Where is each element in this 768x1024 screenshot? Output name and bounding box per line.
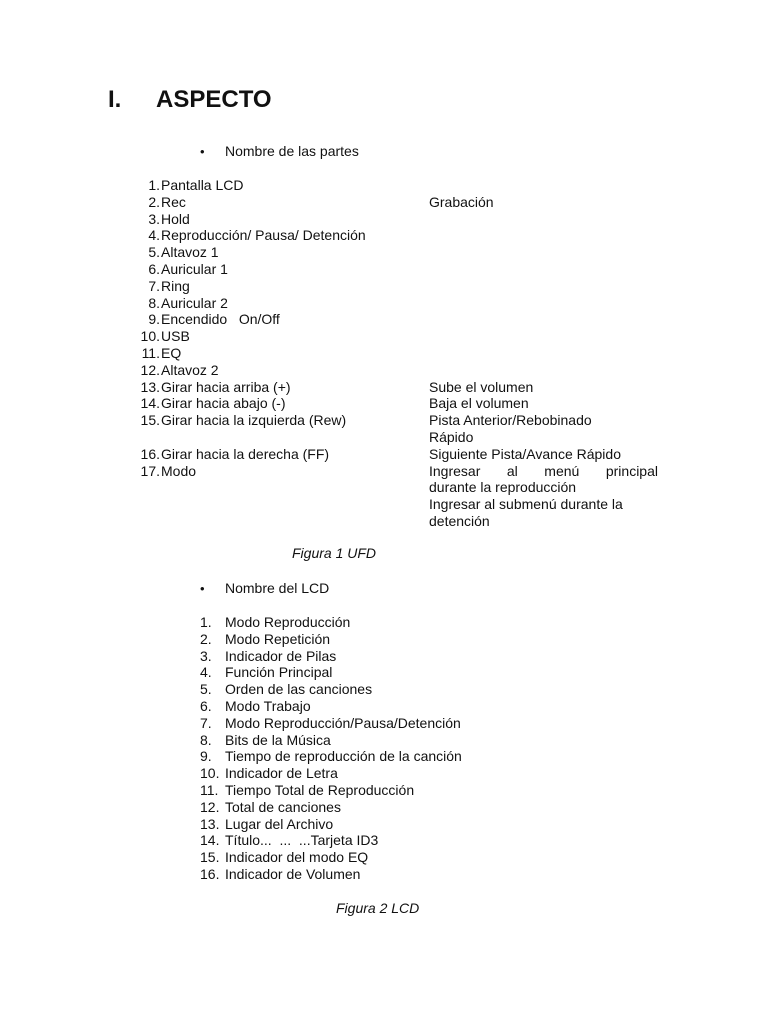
item-number: 10. (140, 328, 160, 345)
item-label: Indicador de Letra (225, 765, 338, 782)
lcd-list-item (200, 799, 462, 816)
item-number: 5. (148, 244, 160, 261)
item-label: Modo Reproducción/Pausa/Detención (225, 714, 461, 731)
parts-bullet (200, 143, 359, 159)
description-line: Sube el volumen (429, 378, 534, 395)
bullet-icon: • (200, 581, 205, 596)
parts-list-item (128, 328, 668, 345)
lcd-heading: Nombre del LCD (225, 580, 330, 596)
item-description (429, 446, 658, 463)
item-label: Indicador del modo EQ (225, 849, 369, 866)
item-number: 15. (200, 849, 220, 866)
parts-list (128, 177, 668, 530)
lcd-list-item (200, 664, 462, 681)
parts-list-item (128, 244, 668, 261)
item-description (429, 463, 658, 530)
lcd-list-item (200, 648, 462, 665)
item-number: 13. (200, 815, 220, 832)
item-description (429, 362, 658, 379)
figure-2-caption: Figura 2 LCD (336, 900, 420, 916)
lcd-list-item (200, 715, 462, 732)
item-label: Reproducción/ Pausa/ Detención (161, 227, 366, 244)
item-number: 9. (148, 311, 160, 328)
parts-list-item (128, 463, 668, 530)
item-label: Tiempo Total de Reproducción (225, 781, 415, 798)
item-label: Girar hacia la izquierda (Rew) (161, 412, 347, 429)
item-label: Auricular 1 (161, 260, 228, 277)
item-number: 3. (200, 647, 212, 664)
lcd-list-item (200, 765, 462, 782)
item-label: USB (161, 328, 190, 345)
item-number: 12. (200, 798, 220, 815)
item-number: 4. (200, 664, 212, 681)
item-label: Auricular 2 (161, 294, 228, 311)
item-label: Tiempo de reproducción de la canción (225, 748, 462, 765)
section-heading (108, 86, 272, 114)
item-label: Girar hacia la derecha (FF) (161, 445, 330, 462)
lcd-list-item (200, 832, 462, 849)
description-line: Ingresar al menú principal (429, 462, 658, 479)
item-number: 16. (200, 865, 220, 882)
description-line: Baja el volumen (429, 395, 529, 412)
item-number: 10. (200, 765, 220, 782)
parts-list-item (128, 412, 668, 446)
item-description (429, 395, 658, 412)
item-label: Altavoz 2 (161, 361, 219, 378)
lcd-list-item (200, 748, 462, 765)
item-label: Modo Trabajo (225, 697, 311, 714)
lcd-list-item (200, 631, 462, 648)
item-label: EQ (161, 344, 182, 361)
parts-list-item (128, 379, 668, 396)
lcd-list-item (200, 849, 462, 866)
item-label: Encendido On/Off (161, 311, 280, 328)
item-number: 17. (140, 462, 160, 479)
item-number: 1. (200, 614, 212, 630)
description-line: Rápido (429, 428, 474, 445)
item-number: 4. (148, 227, 160, 244)
item-number: 8. (200, 731, 212, 748)
item-description (429, 261, 658, 278)
item-description (429, 328, 658, 345)
item-label: Modo Reproducción (225, 614, 351, 630)
item-number: 15. (140, 412, 160, 429)
item-number: 5. (200, 681, 212, 698)
item-label: Hold (161, 210, 190, 227)
parts-list-item (128, 311, 668, 328)
lcd-list (200, 614, 462, 883)
item-description (429, 194, 658, 211)
item-label: Total de canciones (225, 798, 341, 815)
item-number: 14. (200, 832, 220, 849)
item-label: Girar hacia abajo (-) (161, 395, 286, 412)
parts-list-item (128, 345, 668, 362)
bullet-icon: • (200, 144, 205, 159)
item-label: Rec (161, 193, 186, 210)
lcd-list-item (200, 866, 462, 883)
item-number: 3. (148, 210, 160, 227)
item-description (429, 244, 658, 261)
lcd-list-item (200, 614, 462, 631)
item-label: Indicador de Volumen (225, 865, 361, 882)
description-line: detención (429, 512, 490, 529)
parts-list-item (128, 211, 668, 228)
section-number: I. (108, 86, 122, 113)
figure-1-caption: Figura 1 UFD (292, 545, 377, 561)
description-line: durante la reproducción (429, 479, 577, 496)
item-label: Ring (161, 277, 190, 294)
parts-list-item (128, 362, 668, 379)
item-label: Orden de las canciones (225, 681, 373, 698)
item-label: Modo Repetición (225, 630, 331, 647)
parts-list-item (128, 278, 668, 295)
item-description (429, 177, 658, 194)
item-number: 11. (141, 344, 160, 361)
item-number: 16. (140, 445, 160, 462)
item-description (429, 227, 658, 244)
item-label: Lugar del Archivo (225, 815, 334, 832)
lcd-list-item (200, 782, 462, 799)
lcd-list-item (200, 816, 462, 833)
item-label: Pantalla LCD (161, 177, 244, 193)
item-number: 11. (200, 781, 219, 798)
item-number: 7. (148, 277, 160, 294)
item-description (429, 345, 658, 362)
section-title: ASPECTO (156, 86, 272, 113)
item-number: 8. (148, 294, 160, 311)
parts-list-item (128, 295, 668, 312)
item-description (429, 379, 658, 396)
item-number: 14. (140, 395, 160, 412)
parts-list-item (128, 446, 668, 463)
parts-list-item (128, 261, 668, 278)
lcd-list-item (200, 698, 462, 715)
description-line: Pista Anterior/Rebobinado (429, 412, 592, 429)
item-label: Altavoz 1 (161, 244, 219, 261)
item-label: Modo (161, 462, 197, 479)
item-description (429, 278, 658, 295)
item-number: 13. (140, 378, 160, 395)
item-number: 12. (140, 361, 160, 378)
item-number: 7. (200, 714, 212, 731)
item-label: Indicador de Pilas (225, 647, 337, 664)
item-number: 2. (200, 630, 212, 647)
item-label: Girar hacia arriba (+) (161, 378, 291, 395)
item-description (429, 211, 658, 228)
description-line: Ingresar al submenú durante la (429, 496, 623, 513)
item-label: Título... ... ...Tarjeta ID3 (225, 832, 379, 849)
parts-list-item (128, 177, 668, 194)
parts-list-item (128, 227, 668, 244)
item-number: 6. (200, 697, 212, 714)
item-number: 2. (148, 193, 160, 210)
item-number: 6. (148, 260, 160, 277)
item-description (429, 311, 658, 328)
item-number: 1. (148, 177, 160, 193)
lcd-list-item (200, 681, 462, 698)
parts-heading: Nombre de las partes (225, 143, 359, 159)
lcd-list-item (200, 732, 462, 749)
parts-list-item (128, 395, 668, 412)
item-label: Función Principal (225, 664, 333, 681)
item-description (429, 295, 658, 312)
item-label: Bits de la Música (225, 731, 331, 748)
description-line: Siguiente Pista/Avance Rápido (429, 445, 621, 462)
parts-list-item (128, 194, 668, 211)
description-line: Grabación (429, 193, 494, 210)
item-number: 9. (200, 748, 212, 765)
item-description (429, 412, 658, 446)
lcd-bullet (200, 580, 329, 596)
